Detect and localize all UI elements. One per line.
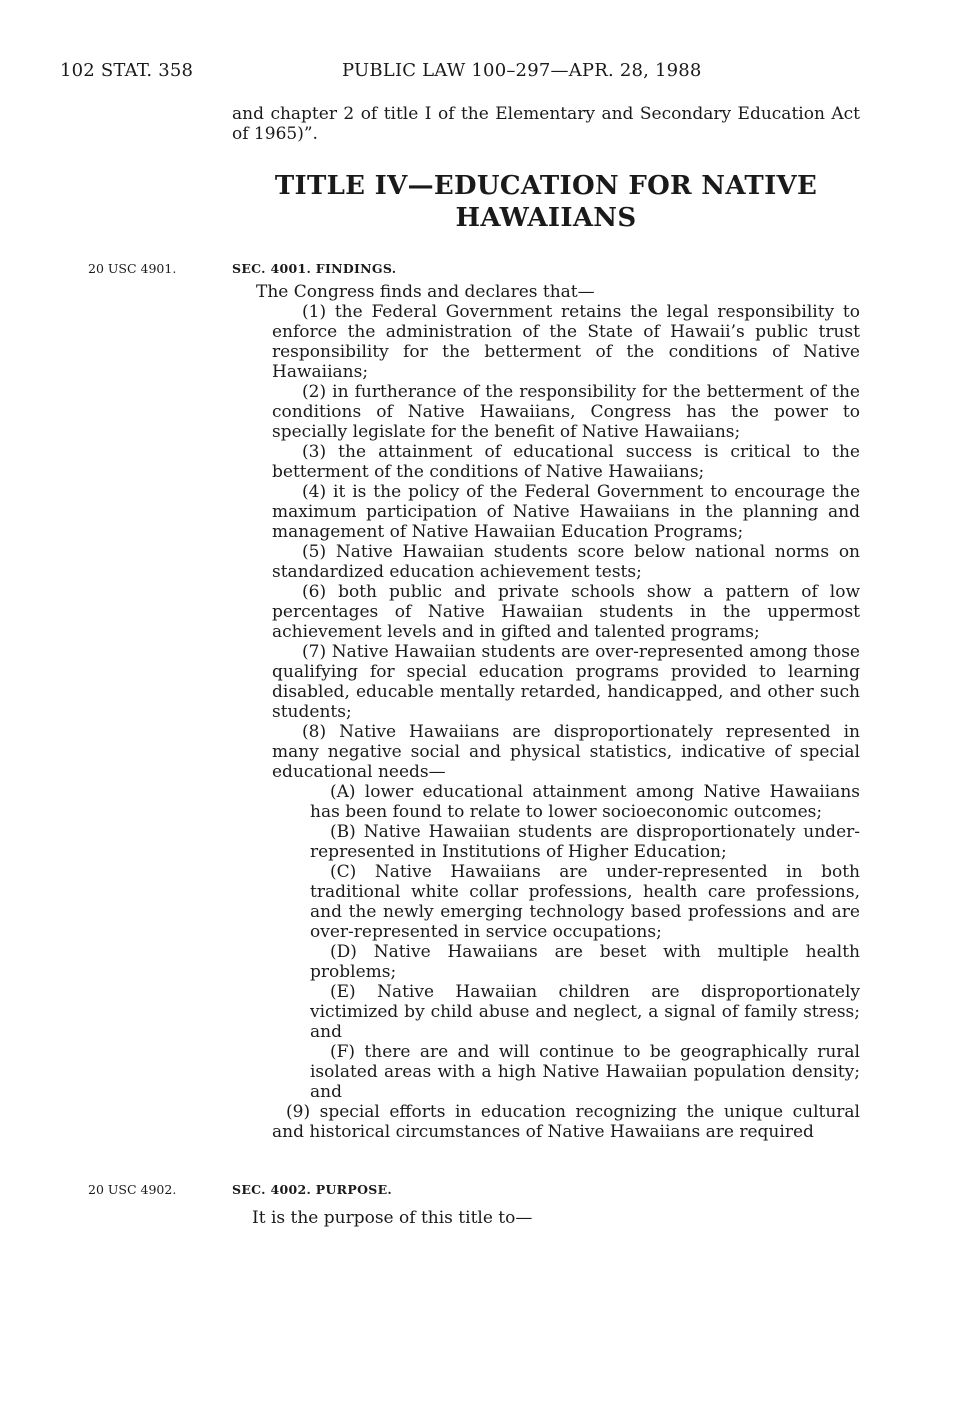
- finding-subitem: (D) Native Hawaiians are beset with multiple health problems;: [310, 942, 860, 982]
- finding-subitem: (E) Native Hawaiian children are disproportionately victimized by child abuse and neglect, a signal of family stress; and: [310, 982, 860, 1042]
- finding-item: (5) Native Hawaiian students score below national norms on standardized education achievement tests;: [272, 542, 860, 582]
- finding-subitem: (B) Native Hawaiian students are disproportionately under-represented in Institutions of Higher Education;: [310, 822, 860, 862]
- finding-item: (6) both public and private schools show a pattern of low percentages of Native Hawaiian students in the uppermost achievement levels and in gifted and talented programs;: [272, 582, 860, 642]
- section-heading-findings: SEC. 4001. FINDINGS.: [232, 261, 397, 276]
- finding-subitem: (A) lower educational attainment among Native Hawaiians has been found to relate to lower socioeconomic outcomes;: [310, 782, 860, 822]
- findings-lead: The Congress finds and declares that—: [256, 282, 595, 302]
- finding-subitem: (C) Native Hawaiians are under-represented in both traditional white collar professions, health care professions, and the newly emerging technology based professions and are over-represented in service occupations;: [310, 862, 860, 942]
- title-line-2: HAWAIIANS: [455, 203, 637, 233]
- finding-item: (7) Native Hawaiian students are over-represented among those qualifying for special education programs provided to learning disabled, educable mentally retarded, handicapped, and other such students;: [272, 642, 860, 722]
- purpose-lead: It is the purpose of this title to—: [252, 1208, 533, 1228]
- finding-item: (3) the attainment of educational success is critical to the betterment of the conditions of Native Hawaiians;: [272, 442, 860, 482]
- title-line-1: TITLE IV—EDUCATION FOR NATIVE: [274, 171, 818, 201]
- finding-item: (9) special efforts in education recognizing the unique cultural and historical circumstances of Native Hawaiians are required: [272, 1102, 860, 1142]
- finding-item: (2) in furtherance of the responsibility for the betterment of the conditions of Native Hawaiians, Congress has the power to specially legislate for the benefit of Native Hawaiians;: [272, 382, 860, 442]
- intro-paragraph: and chapter 2 of title I of the Elementary and Secondary Education Act of 1965)”.: [232, 104, 860, 144]
- running-header: PUBLIC LAW 100–297—APR. 28, 1988: [342, 60, 702, 81]
- findings-body: [232, 282, 860, 1142]
- finding-item: (4) it is the policy of the Federal Government to encourage the maximum participation of Native Hawaiians in the planning and management of Native Hawaiian Education Programs;: [272, 482, 860, 542]
- finding-item: (1) the Federal Government retains the legal responsibility to enforce the administration of the State of Hawaii’s public trust responsibility for the betterment of the conditions of Native Hawaiians;: [272, 302, 860, 382]
- margin-citation-4902: 20 USC 4902.: [88, 1182, 177, 1197]
- finding-subitem: (F) there are and will continue to be geographically rural isolated areas with a high Native Hawaiian population density; and: [310, 1042, 860, 1102]
- finding-item: (8) Native Hawaiians are disproportionately represented in many negative social and physical statistics, indicative of special educational needs—: [272, 722, 860, 782]
- margin-citation-4901: 20 USC 4901.: [88, 261, 177, 276]
- section-heading-purpose: SEC. 4002. PURPOSE.: [232, 1182, 393, 1197]
- page-stat-number: 102 STAT. 358: [60, 60, 194, 81]
- title-heading: [232, 170, 860, 234]
